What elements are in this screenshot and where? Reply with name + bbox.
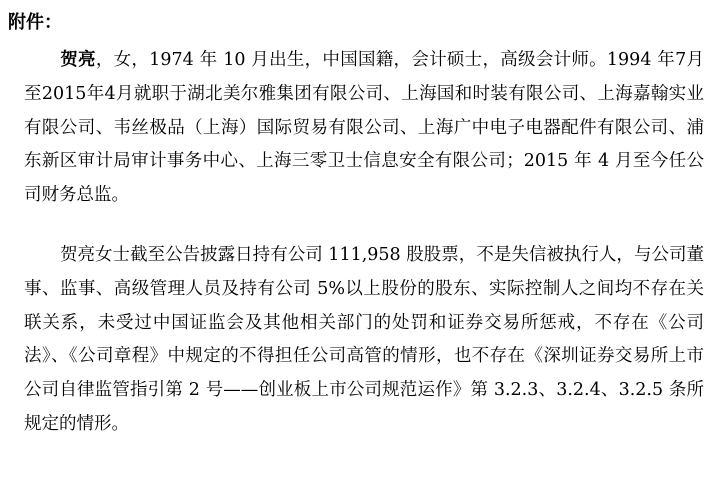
bio-text: ，女，1974 年 10 月出生，中国国籍，会计硕士，高级会计师。1994 年7月至2015年4月就职于湖北美尔雅集团有限公司、上海国和时装有限公司、上海嘉翰实业有限公司、韦丝极品（上海）国际贸易有限公司、上海广中电子电器配件有限公司、浦东新区审计局审计事务中心、上海三零卫士信息安全有限公司；2015 年 4 月至今任公司财务总监。 [24, 50, 704, 206]
attachment-heading: 附件： [8, 12, 62, 33]
statement-paragraph [24, 239, 704, 442]
bio-paragraph [24, 44, 704, 213]
person-name: 贺亮 [60, 50, 96, 70]
statement-text: 贺亮女士截至公告披露日持有公司 111,958 股股票，不是失信被执行人，与公司董事、监事、高级管理人员及持有公司 5%以上股份的股东、实际控制人之间均不存在关联关系，未受过中国证监会及其他相关部门的处罚和证券交易所惩戒，不存在《公司法》、《公司章程》中规定的不得担任公司高管的情形，也不存在《深圳证券交易所上市公司自律监管指引第 2 号——创业板上市公司规范运作》第 3.2.3、3.2.4、3.2.5 条所规定的情形。 [24, 245, 704, 434]
